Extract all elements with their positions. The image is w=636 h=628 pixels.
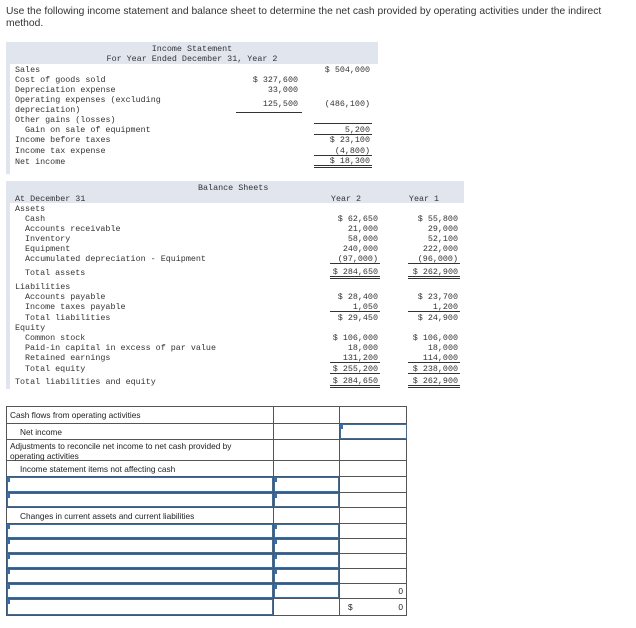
is-net-income-amount: $ 18,300 [329,156,370,166]
bs-total-liabilities-year2: $ 29,450 [337,313,378,323]
net-cash-label-input[interactable] [7,599,273,615]
bs-equity-year2: $ 106,000 [332,333,378,343]
adjustment-amount-input[interactable] [274,493,339,507]
income-statement-band-left [6,64,10,174]
ws-income-items-label: Income statement items not affecting cash [20,464,176,474]
change-label-input[interactable] [7,524,273,538]
bs-total-liabilities-label: Total liabilities [25,313,111,323]
is-sales-label: Sales [15,65,41,75]
change-amount-input[interactable] [274,569,339,583]
ws-subtotal-value: 0 [398,586,403,596]
bs-asset-label: Accounts receivable [25,224,121,234]
balance-sheet-band-left [6,203,10,389]
is-opex-label: Operating expenses (excluding [15,95,161,105]
bs-equity-underline-y2 [330,362,380,363]
bs-total-liabilities-year1: $ 24,900 [417,313,458,323]
adjustment-amount-input[interactable] [274,477,339,492]
bs-asset-year1: 52,100 [427,234,458,244]
ws-changes-label: Changes in current assets and current liabilities [20,511,195,521]
bs-equity-year2: 18,000 [347,343,378,353]
is-net-income-double-underline [314,165,372,168]
net-income-amount-input[interactable] [340,424,407,439]
is-gain-topline [314,123,372,124]
ws-row-line [6,439,407,440]
bs-total-assets-double-underline-y1 [408,276,460,279]
bs-liability-label: Accounts payable [25,292,106,302]
ws-row-line [6,507,407,508]
bs-asset-year1: $ 55,800 [417,214,458,224]
bs-equity-year1: 114,000 [422,353,458,363]
bs-total-le-double-underline-y2 [330,385,380,388]
bs-liability-year2: $ 28,400 [337,292,378,302]
instruction-text: Use the following income statement and balance sheet to determine the net cash provided by operating activities under the indirect method. [6,6,602,29]
is-sales-amount: $ 504,000 [324,65,370,75]
bs-total-le-double-underline-y1 [408,385,460,388]
is-opex-amount: 125,500 [262,99,298,109]
change-amount-input[interactable] [274,584,339,598]
bs-total-equity-year1: $ 238,000 [412,364,458,374]
change-label-input[interactable] [7,554,273,568]
bs-total-assets-label: Total assets [25,268,86,278]
bs-liab-underline-y2 [330,311,380,312]
ws-row-line [6,406,407,407]
bs-total-equity-label: Total equity [25,364,86,374]
bs-liabilities-heading: Liabilities [15,282,71,292]
balance-sheet-title: Balance Sheets [198,183,269,193]
bs-liability-year2: 1,050 [352,302,378,312]
bs-equity-year1: 18,000 [427,343,458,353]
bs-liability-label: Income taxes payable [25,302,126,312]
bs-equity-underline-y1 [408,362,460,363]
bs-assets-heading: Assets [15,204,46,214]
bs-asset-year1: (96,000) [417,254,458,264]
bs-equity-label: Retained earnings [25,353,111,363]
is-total-expenses: (486,100) [324,99,370,109]
bs-asset-label: Cash [25,214,46,224]
is-cogs-label: Cost of goods sold [15,75,106,85]
bs-te-underline-y1 [408,373,460,374]
ws-adjustments-label: Adjustments to reconcile net income to net cash provided by operating activities [10,441,232,461]
bs-total-le-year1: $ 262,900 [412,376,458,386]
is-depreciation-label: Depreciation expense [15,85,116,95]
bs-total-le-label: Total liabilities and equity [15,377,156,387]
adjustment-label-input[interactable] [7,493,273,507]
bs-asset-year2: 240,000 [342,244,378,254]
bs-liab-underline-y1 [408,311,460,312]
cash-flow-worksheet [6,406,407,616]
is-gain-amount: 5,200 [344,125,370,135]
is-other-label: Other gains (losses) [15,115,116,125]
change-label-input[interactable] [7,569,273,583]
bs-equity-year1: $ 106,000 [412,333,458,343]
bs-assets-underline-y2 [330,263,380,264]
is-depreciation-amount: 33,000 [267,85,298,95]
bs-total-le-year2: $ 284,650 [332,376,378,386]
is-ibt-amount: $ 23,100 [329,135,370,145]
bs-asset-label: Accumulated depreciation - Equipment [25,254,206,264]
bs-asset-year2: 58,000 [347,234,378,244]
bs-te-underline-y2 [330,373,380,374]
ws-row-line [6,615,407,616]
bs-asset-year1: 222,000 [422,244,458,254]
bs-asset-year2: (97,000) [337,254,378,264]
change-amount-input[interactable] [274,524,339,538]
ws-total-currency: $ [348,602,353,612]
bs-total-assets-double-underline-y2 [330,276,380,279]
income-statement-period: For Year Ended December 31, Year 2 [106,54,278,64]
bs-total-equity-year2: $ 255,200 [332,364,378,374]
bs-asset-label: Equipment [25,244,71,254]
change-amount-input[interactable] [274,539,339,553]
is-opex-label-cont: depreciation) [15,105,81,115]
bs-assets-underline-y1 [408,263,460,264]
bs-col-year1: Year 1 [408,194,440,204]
is-tax-label: Income tax expense [15,146,106,156]
bs-asset-year1: 29,000 [427,224,458,234]
bs-asset-label: Inventory [25,234,71,244]
adjustment-label-input[interactable] [7,477,273,492]
is-expenses-underline [236,112,302,113]
change-label-input[interactable] [7,539,273,553]
bs-total-assets-year1: $ 262,900 [412,267,458,277]
is-cogs-amount: $ 327,600 [252,75,298,85]
is-gain-label: Gain on sale of equipment [25,125,151,135]
bs-asset-year2: 21,000 [347,224,378,234]
bs-col-year2: Year 2 [330,194,362,204]
change-label-input[interactable] [7,584,273,598]
is-tax-amount: (4,800) [334,146,370,156]
is-ibt-label: Income before taxes [15,135,111,145]
ws-total-value: 0 [398,602,403,612]
bs-date-label: At December 31 [15,194,86,204]
ws-net-income-label: Net income [20,427,62,437]
bs-asset-year2: $ 62,650 [337,214,378,224]
bs-equity-year2: 131,200 [342,353,378,363]
bs-liability-year1: 1,200 [432,302,458,312]
bs-total-assets-year2: $ 284,650 [332,267,378,277]
bs-equity-heading: Equity [15,323,46,333]
bs-equity-label: Common stock [25,333,86,343]
bs-equity-label: Paid-in capital in excess of par value [25,343,216,353]
income-statement-title: Income Statement [151,44,233,54]
ws-section-title: Cash flows from operating activities [10,410,141,420]
bs-liability-year1: $ 23,700 [417,292,458,302]
change-amount-input[interactable] [274,554,339,568]
is-net-income-label: Net income [15,157,66,167]
